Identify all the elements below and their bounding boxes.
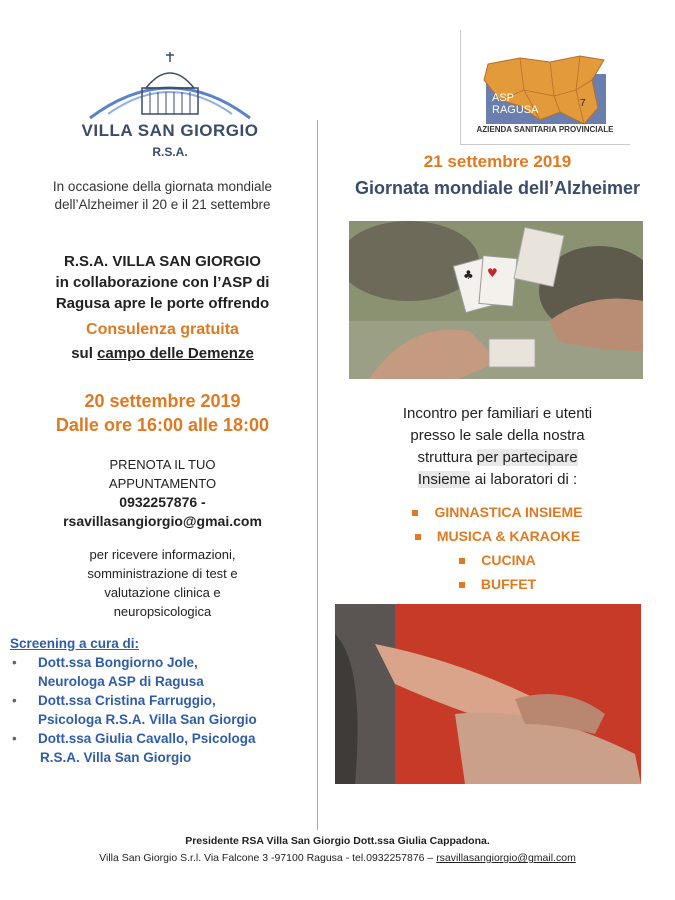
intro-text (10, 178, 315, 214)
event-date-right: 21 settembre 2019 (423, 152, 572, 171)
holding-hands-photo (335, 604, 641, 784)
svg-text:♥: ♥ (487, 266, 498, 280)
asp-text (492, 92, 538, 116)
screening-name: Dott.ssa Cristina Farruggio, (38, 693, 216, 708)
incontro-insieme: Insieme (417, 471, 471, 488)
consulenza-heading: Consulenza gratuita (86, 321, 239, 338)
footer-email-link[interactable]: rsavillasangiorgio@gmail.com (436, 852, 576, 864)
footer-president: Presidente RSA Villa San Giorgio Dott.ssa Giulia Cappadona. (185, 835, 490, 847)
prenota-line1: PRENOTA IL TUO (109, 457, 216, 472)
asp-subtitle: AZIENDA SANITARIA PROVINCIALE (476, 125, 614, 134)
phone-number: 0932257876 - (119, 494, 206, 510)
square-bullet-icon (412, 510, 418, 516)
event-date-left (10, 389, 315, 437)
sicily-map-icon (480, 50, 610, 130)
list-item (10, 653, 310, 691)
bullet-icon: • (12, 693, 17, 708)
incontro-line2: presso le sale della nostra (410, 427, 585, 444)
campo-prefix: sul (71, 345, 93, 362)
list-item (330, 572, 665, 596)
logo-sub: R.S.A. (152, 145, 188, 159)
collaboration-text (10, 251, 315, 314)
square-bullet-icon (459, 558, 465, 564)
dome-icon (80, 48, 260, 123)
screening-role: Neurologa ASP di Ragusa (38, 674, 204, 689)
screening-role: Psicologa R.S.A. Villa San Giorgio (38, 712, 257, 727)
list-item (330, 500, 665, 524)
cards-illustration (349, 221, 643, 379)
square-bullet-icon (459, 582, 465, 588)
campo-line (10, 345, 315, 362)
incontro-text (330, 403, 665, 491)
villa-san-giorgio-logo (70, 48, 270, 159)
incontro-line3 (330, 447, 665, 469)
list-item (10, 729, 310, 767)
ricevere-line1: per ricevere informazioni, (89, 547, 236, 562)
event-title: Giornata mondiale dell’Alzheimer (354, 178, 641, 198)
intro-line2: dell’Alzheimer il 20 e il 21 settembre (54, 197, 271, 212)
footer (0, 833, 675, 867)
intro-line1: In occasione della giornata mondiale (52, 179, 273, 194)
screening-heading: Screening a cura di: (10, 636, 140, 651)
date-20: 20 settembre 2019 (84, 391, 241, 411)
screening-block (10, 634, 310, 767)
playing-cards-photo (349, 221, 643, 379)
incontro-partecipare: per partecipare (476, 449, 578, 466)
district-number: 7 (580, 98, 586, 109)
asp-line2: RAGUSA (492, 104, 539, 116)
contact-email: rsavillasangiorgio@gmai.com (63, 513, 262, 529)
collab-line1: R.S.A. VILLA SAN GIORGIO (64, 253, 261, 270)
ricevere-line2: somministrazione di test e (87, 566, 238, 581)
collab-line2: in collaborazione con l’ASP di (55, 274, 270, 291)
ricevere-block (10, 545, 315, 621)
incontro-laboratori: ai laboratori di : (474, 471, 578, 488)
lab-label: CUCINA (481, 552, 536, 568)
lab-label: BUFFET (480, 576, 537, 592)
asp-line1: ASP (492, 92, 515, 104)
campo-link: campo delle Demenze (97, 345, 254, 362)
list-item (10, 691, 310, 729)
lab-label: GINNASTICA INSIEME (434, 504, 583, 520)
square-bullet-icon (415, 534, 421, 540)
screening-name: Dott.ssa Bongiorno Jole, (38, 655, 198, 670)
time-range: Dalle ore 16:00 alle 18:00 (55, 415, 270, 435)
screening-name: Dott.ssa Giulia Cavallo, Psicologa (38, 731, 256, 746)
incontro-line4 (330, 469, 665, 491)
footer-address (0, 850, 675, 867)
ricevere-line4: neuropsicologica (113, 604, 212, 619)
list-item (330, 548, 665, 572)
prenota-block (10, 455, 315, 531)
incontro-line1: Incontro per familiari e utenti (402, 405, 593, 422)
screening-list (10, 653, 310, 767)
column-divider (317, 120, 318, 830)
prenota-line2: APPUNTAMENTO (108, 476, 217, 491)
logo-name: VILLA SAN GIORGIO (81, 121, 259, 140)
footer-address-text: Villa San Giorgio S.r.l. Via Falcone 3 -97100 Ragusa - tel.0932257876 – (99, 852, 434, 864)
bullet-icon: • (12, 655, 17, 670)
screening-role: R.S.A. Villa San Giorgio (40, 750, 192, 765)
bullet-icon: • (12, 731, 17, 746)
incontro-struttura: struttura (417, 449, 473, 466)
svg-text:♣: ♣ (463, 268, 474, 282)
asp-ragusa-logo (460, 30, 630, 145)
labs-list (330, 500, 665, 596)
collab-line3: Ragusa apre le porte offrendo (55, 295, 270, 312)
ricevere-line3: valutazione clinica e (104, 585, 221, 600)
list-item (330, 524, 665, 548)
hands-illustration (335, 604, 641, 784)
lab-label: MUSICA & KARAOKE (436, 528, 581, 544)
